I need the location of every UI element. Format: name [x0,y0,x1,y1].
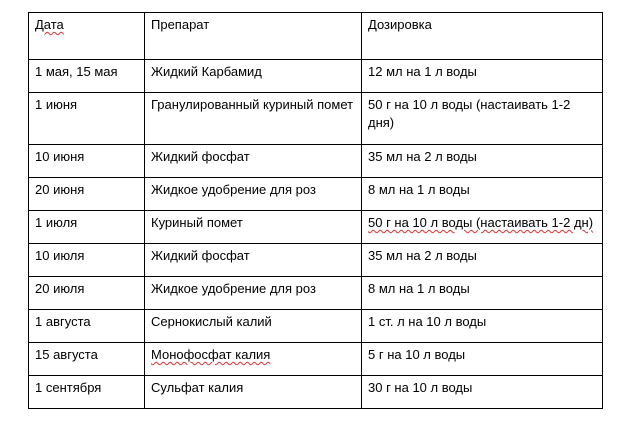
cell-dosage: 8 мл на 1 л воды [362,178,603,211]
cell-preparation: Гранулированный куриный помет [145,93,362,145]
cell-dosage: 12 мл на 1 л воды [362,60,603,93]
cell-preparation: Жидкий Карбамид [145,60,362,93]
cell-date: 10 июня [29,145,145,178]
table-row [29,277,603,310]
cell-dosage: 50 г на 10 л воды (настаивать 1-2 дня) [362,93,603,145]
cell-dosage: 35 мл на 2 л воды [362,145,603,178]
cell-date: 10 июля [29,244,145,277]
cell-date: 1 августа [29,310,145,343]
cell-date: 15 августа [29,343,145,376]
cell-preparation: Сернокислый калий [145,310,362,343]
cell-dosage-text: 50 г на 10 л воды (настаивать 1-2 дн) [368,215,594,230]
table-row [29,178,603,211]
table-row [29,60,603,93]
header-date-label: Дата [35,17,64,32]
table-row [29,211,603,244]
cell-preparation: Жидкое удобрение для роз [145,277,362,310]
cell-date: 1 мая, 15 мая [29,60,145,93]
cell-date: 1 июля [29,211,145,244]
header-date [29,13,145,60]
cell-preparation: Жидкий фосфат [145,145,362,178]
cell-dosage: 8 мл на 1 л воды [362,277,603,310]
table-row [29,244,603,277]
table-header-row [29,13,603,60]
table-row [29,93,603,145]
cell-date: 1 сентября [29,376,145,409]
cell-preparation-text: Монофосфат калия [151,347,271,362]
cell-date: 20 июня [29,178,145,211]
table-row [29,145,603,178]
cell-preparation: Жидкий фосфат [145,244,362,277]
cell-dosage: 1 ст. л на 10 л воды [362,310,603,343]
cell-preparation: Куриный помет [145,211,362,244]
cell-dosage: 35 мл на 2 л воды [362,244,603,277]
header-dosage: Дозировка [362,13,603,60]
cell-dosage: 30 г на 10 л воды [362,376,603,409]
cell-preparation: Сульфат калия [145,376,362,409]
table-row [29,343,603,376]
cell-dosage [362,211,603,244]
table-row [29,310,603,343]
cell-preparation: Жидкое удобрение для роз [145,178,362,211]
table-row [29,376,603,409]
fertilizing-schedule-table [28,12,603,409]
cell-preparation [145,343,362,376]
cell-dosage: 5 г на 10 л воды [362,343,603,376]
cell-date: 1 июня [29,93,145,145]
cell-date: 20 июля [29,277,145,310]
header-preparation: Препарат [145,13,362,60]
